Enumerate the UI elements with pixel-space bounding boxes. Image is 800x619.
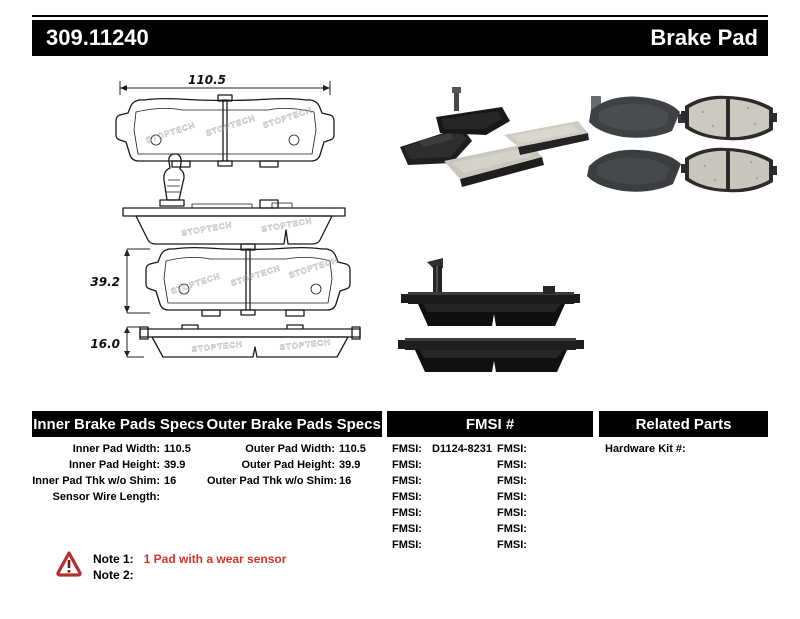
related-parts-header: Related Parts xyxy=(635,415,732,433)
fmsi-row: FMSI: xyxy=(497,507,527,519)
fmsi-row: FMSI: xyxy=(392,523,422,535)
fmsi-row: FMSI: D1124-8231 xyxy=(392,443,492,455)
related-parts-header-bar xyxy=(599,411,768,437)
pad-photo-edge-plain xyxy=(398,338,584,372)
svg-text:STOPTECH: STOPTECH xyxy=(169,271,222,296)
fmsi-row: FMSI: xyxy=(392,475,422,487)
spec-row: Outer Pad Width: 110.5 xyxy=(245,443,366,455)
inner-specs-column xyxy=(32,441,191,505)
svg-text:STOPTECH: STOPTECH xyxy=(279,337,332,352)
fmsi-row: FMSI: xyxy=(497,475,527,487)
note-1-text: 1 Pad with a wear sensor xyxy=(143,552,287,566)
svg-text:STOPTECH: STOPTECH xyxy=(287,255,340,280)
fmsi-row: FMSI: xyxy=(497,459,527,471)
fmsi-row: FMSI: xyxy=(497,523,527,535)
pads-specs-header-bar xyxy=(32,411,382,437)
inner-specs-header: Inner Brake Pads Specs xyxy=(33,415,205,433)
technical-drawing xyxy=(32,68,367,373)
svg-text:STOPTECH: STOPTECH xyxy=(261,105,314,130)
photo-pads-angled xyxy=(390,85,590,195)
fmsi-column-2 xyxy=(497,441,537,553)
spec-row: Inner Pad Height: 39.9 xyxy=(68,459,186,471)
pad-photo-back-bottom xyxy=(587,150,681,192)
spec-row: Outer Pad Height: 39.9 xyxy=(241,459,361,471)
fmsi-row: FMSI: xyxy=(497,491,527,503)
part-number: 309.11240 xyxy=(46,25,149,50)
fmsi-row: FMSI: xyxy=(497,539,527,551)
fmsi-header: FMSI # xyxy=(465,415,515,433)
spec-row: Sensor Wire Length: xyxy=(52,491,160,503)
fmsi-row: FMSI: xyxy=(392,491,422,503)
svg-text:STOPTECH: STOPTECH xyxy=(204,113,257,138)
note-1-label: Note 1: xyxy=(93,552,134,566)
related-row: Hardware Kit #: xyxy=(605,443,686,455)
pad-photo-friction-bottom xyxy=(681,148,777,193)
pad-front-view-2 xyxy=(90,244,350,316)
related-parts-column xyxy=(605,441,694,457)
pad-photo-back-top xyxy=(589,96,686,138)
note-2 xyxy=(93,567,286,583)
photo-pads-grid xyxy=(583,82,778,204)
svg-text:39.2: 39.2 xyxy=(90,275,120,289)
spec-row: Outer Pad Thk w/o Shim: 16 xyxy=(207,475,352,487)
pad-photo-edge-sensor xyxy=(401,258,580,326)
pad-photo-friction-top xyxy=(681,96,777,141)
warning-icon xyxy=(56,551,82,582)
pad-front-view xyxy=(116,95,334,167)
svg-text:STOPTECH: STOPTECH xyxy=(180,220,233,238)
svg-text:STOPTECH: STOPTECH xyxy=(191,339,244,354)
spec-row: Inner Pad Thk w/o Shim: 16 xyxy=(32,475,177,487)
svg-text:110.5: 110.5 xyxy=(188,73,226,87)
svg-text:STOPTECH: STOPTECH xyxy=(229,263,282,288)
outer-specs-header: Outer Brake Pads Specs xyxy=(206,415,381,433)
pad-side-view-sensor xyxy=(123,154,345,244)
note-1 xyxy=(93,551,286,567)
note-2-label: Note 2: xyxy=(93,568,134,582)
svg-text:16.0: 16.0 xyxy=(90,337,120,351)
product-type-title: Brake Pad xyxy=(650,25,758,50)
fmsi-row: FMSI: xyxy=(392,459,422,471)
svg-text:STOPTECH: STOPTECH xyxy=(260,216,313,234)
notes-section xyxy=(93,551,286,583)
pad-edge-view xyxy=(90,325,360,357)
photo-pads-edge xyxy=(393,250,588,380)
fmsi-row: FMSI: xyxy=(497,443,527,455)
pad-photo-dark-sensor xyxy=(436,87,510,135)
fmsi-column-1 xyxy=(392,441,492,553)
spec-row: Inner Pad Width: 110.5 xyxy=(72,443,191,455)
top-rule xyxy=(32,15,768,17)
fmsi-row: FMSI: xyxy=(392,539,422,551)
fmsi-header-bar xyxy=(387,411,593,437)
width-dimension xyxy=(120,73,330,95)
fmsi-row: FMSI: xyxy=(392,507,422,519)
svg-text:STOPTECH: STOPTECH xyxy=(144,120,197,145)
header-bar xyxy=(32,20,768,56)
outer-specs-column xyxy=(207,441,366,489)
